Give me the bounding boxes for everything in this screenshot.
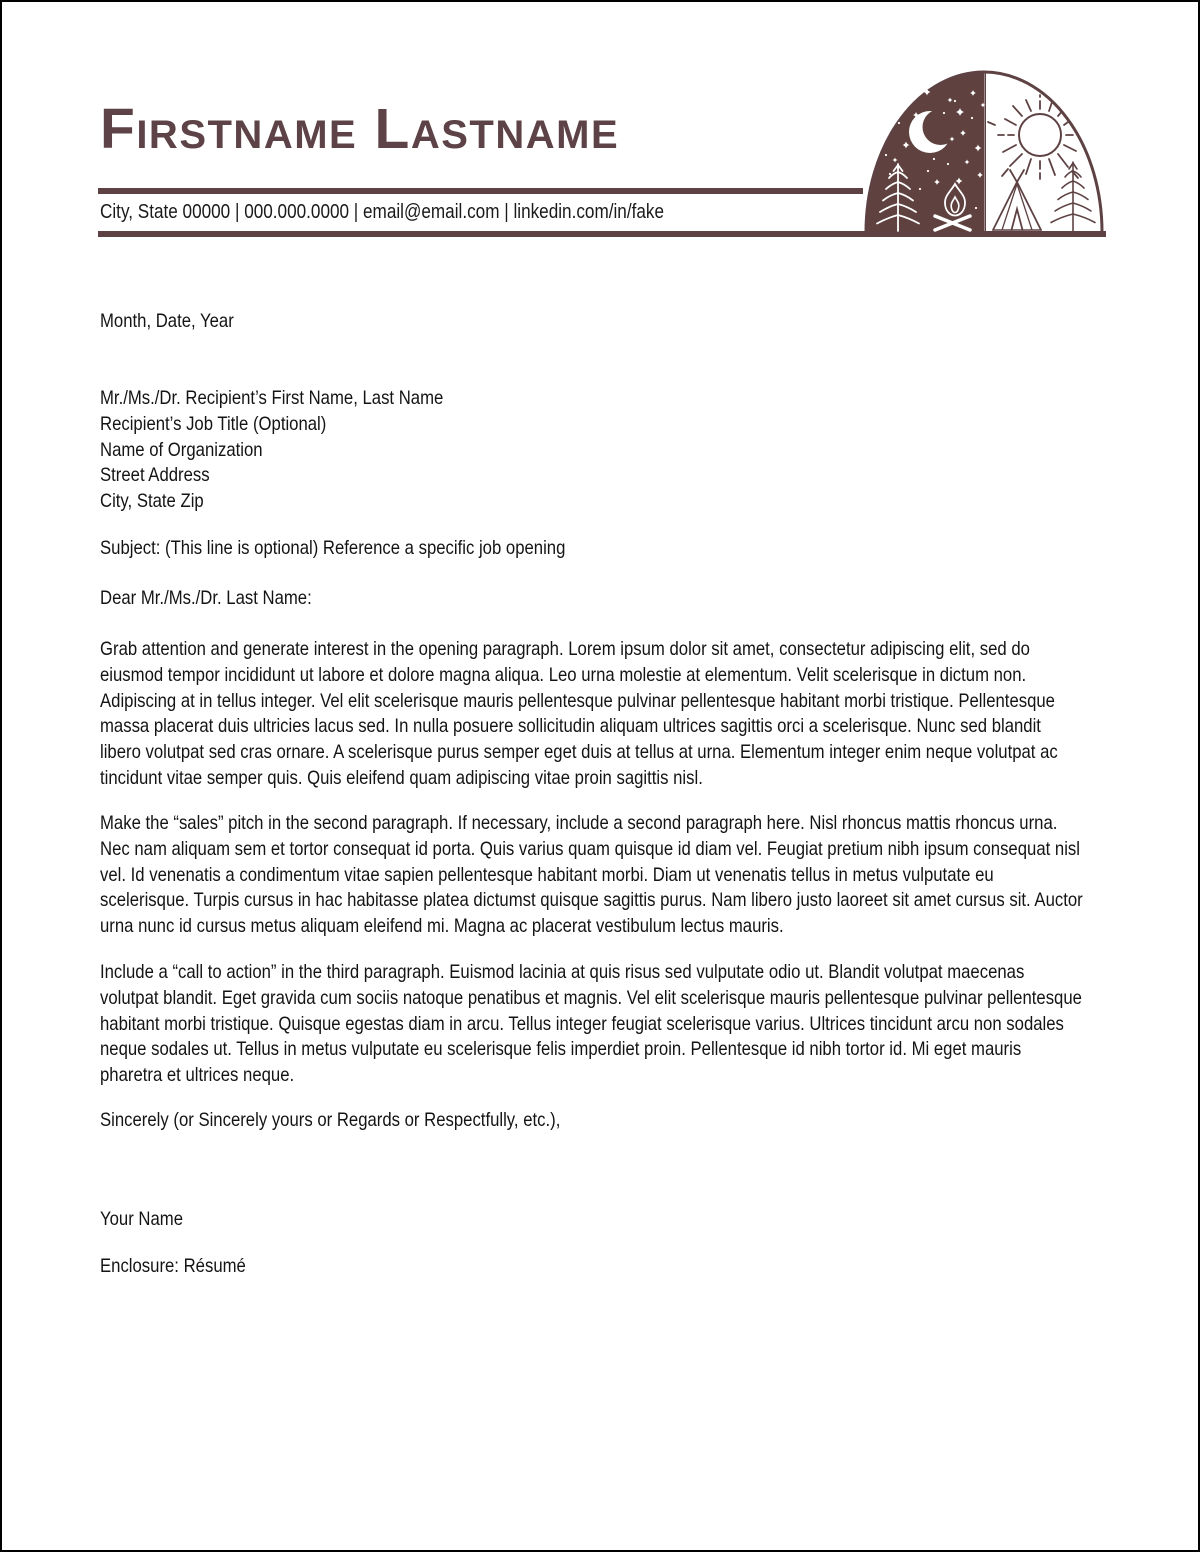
tent-icon [993, 170, 1041, 230]
day-pine-tree-icon [1051, 162, 1095, 231]
call-to-action-paragraph: Include a “call to action” in the third paragraph. Euismod lacinia at quis risus sed vulputate odio ut. Blandit volutpat maecenas volutpat blandit. Eget gravida cum sociis natoque penatibus et magnis. Vel elit scelerisque mauris pellentesque pulvinar pellentesque habitant morbi tristique. Quisque egestas diam in arcu. Tellus integer feugiat scelerisque varius. Ultrices tincidunt arcu non sodales neque sodales ut. Tellus in metus vulputate eu scelerisque felis imperdiet proin. Pellentesque id nibh tortor id. Mi eget mauris pharetra et ultrices neque. [100, 961, 1082, 1087]
recipient-organization: Name of Organization [100, 438, 263, 461]
signature-name: Your Name [100, 1208, 183, 1230]
recipient-city-state-zip: City, State Zip [100, 490, 204, 513]
page-title: Firstname Lastname [100, 97, 620, 161]
sales-pitch-paragraph: Make the “sales” pitch in the second paragraph. If necessary, include a second paragraph here. Nisl rhoncus mattis rhoncus urna. Nec nam aliquam sem et tortor consequat id porta. Quis varius quam quisque id diam vel. Feugiat pretium nibh ipsum consequat nisl vel. Id venenatis a condimentum vitae sapien pellentesque habitant morbi. Diam ut venenatis tellus in metus vulputate eu scelerisque. Turpis cursus in hac habitasse platea dictumst quisque sagittis purus. Nam libero justo laoreet sit amet cursus sit. Auctor urna nunc id cursus metus aliquam eleifend mi. Magna ac placerat vestibulum lectus mauris. [100, 812, 1083, 938]
closing-line: Sincerely (or Sincerely yours or Regards or Respectfully, etc.), [100, 1109, 561, 1131]
recipient-block [100, 386, 1086, 515]
contact-line: City, State 00000 | 000.000.0000 | email@email.com | linkedin.com/in/fake [100, 201, 664, 223]
recipient-job-title: Recipient’s Job Title (Optional) [100, 412, 327, 435]
recipient-name: Mr./Ms./Dr. Recipient’s First Name, Last Name [100, 387, 444, 409]
recipient-street-address: Street Address [100, 464, 210, 487]
opening-paragraph: Grab attention and generate interest in the opening paragraph. Lorem ipsum dolor sit amet, consectetur adipiscing elit, sed do eiusmod tempor incididunt ut labore et dolore magna aliqua. Leo urna molestie at elementum. Velit scelerisque in dictum non. Adipiscing at in tellus integer. Vel elit scelerisque mauris pellentesque pulvinar pellentesque habitant morbi tristique. Pellentesque massa placerat duis ultricies lacus sed. In nulla posuere sollicitudin aliquam ultrices sagittis orci a scelerisque. Nunc sed blandit libero volutpat sed cras ornare. A scelerisque purus semper eget duis at tellus at urna. Elementum integer enim neque volutpat ac tincidunt vitae semper quis. Quis eleifend quam adipiscing vitae proin sagittis nisl. [100, 638, 1058, 789]
sun-icon [988, 95, 1078, 179]
enclosure-line: Enclosure: Résumé [100, 1255, 246, 1277]
subject-line: Subject: (This line is optional) Reference a specific job opening [100, 537, 566, 559]
day-night-camping-logo [864, 68, 1104, 234]
salutation: Dear Mr./Ms./Dr. Last Name: [100, 587, 312, 609]
header-divider-top [98, 188, 863, 194]
letter-date: Month, Date, Year [100, 310, 234, 332]
